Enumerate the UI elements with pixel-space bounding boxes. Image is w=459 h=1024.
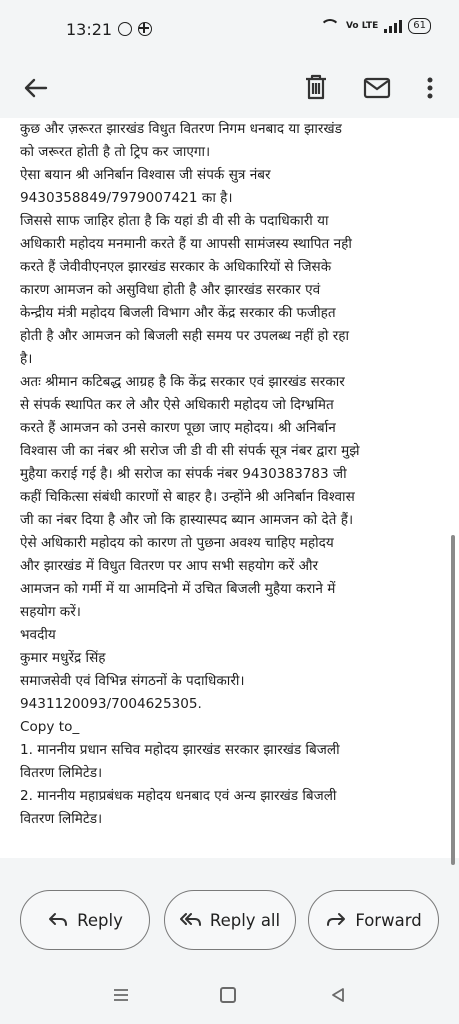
reply-button[interactable] xyxy=(20,890,150,950)
email-toolbar xyxy=(0,60,459,118)
system-back-icon[interactable] xyxy=(330,987,346,1003)
more-options-icon[interactable] xyxy=(420,74,440,102)
body-line: करते हैं जेवीवीएनएल झारखंड सरकार के अधिकारियों से जिसके xyxy=(20,259,332,275)
body-line: 9430358849/7979007421 का है। xyxy=(20,190,233,206)
body-line: भवदीय xyxy=(20,627,56,643)
body-line: करते हैं आमजन को उनसे कारण पूछा जाए महोदय। श्री अनिर्बान xyxy=(20,420,336,436)
volte-indicator: Vo LTE xyxy=(345,20,379,31)
status-time: 13:21 xyxy=(66,20,113,39)
body-line: कुमार मधुरेंद्र सिंह xyxy=(20,650,106,666)
body-line: 9431120093/7004625305. xyxy=(20,696,202,712)
delete-icon[interactable] xyxy=(302,72,330,102)
body-line: ऐसा बयान श्री अनिर्बान विश्वास जी संपर्क सुत्र नंबर xyxy=(20,167,271,183)
body-line: अतः श्रीमान कटिबद्ध आग्रह है कि केंद्र सरकार एवं झारखंड सरकार xyxy=(20,374,345,390)
body-line: कुछ और ज़रूरत झारखंड विधुत वितरण निगम धनबाद या झारखंड xyxy=(20,121,342,137)
reply-icon xyxy=(47,911,69,929)
reply-label: Reply xyxy=(77,910,123,930)
forward-button[interactable] xyxy=(308,890,439,950)
body-line: केन्द्रीय मंत्री महोदय बिजली विभाग और केंद्र सरकार की फजीहत xyxy=(20,305,336,321)
body-line: 2. माननीय महाप्रबंधक महोदय धनबाद एवं अन्य झारखंड बिजली xyxy=(20,788,337,804)
body-line: को जरूरत होती है तो ट्रिप कर जाएगा। xyxy=(20,144,211,160)
email-body[interactable] xyxy=(0,118,459,858)
battery-indicator: 61 xyxy=(408,18,431,34)
wifi-icon xyxy=(320,19,340,33)
body-line: होती है और आमजन को बिजली सही समय पर उपलब्ध नहीं हो रहा xyxy=(20,328,350,344)
reply-all-label: Reply all xyxy=(209,910,281,930)
reply-all-icon xyxy=(180,911,202,929)
system-navigation-bar xyxy=(0,960,459,1024)
body-line: मुहैया कराई गई है। श्री सरोज का संपर्क नंबर 9430383783 जी xyxy=(20,466,347,482)
body-line: कहीं चिकित्सा संबंधी कारणों से बाहर है। उन्होंने श्री अनिर्बान विश्वास xyxy=(20,489,355,505)
reply-all-button[interactable] xyxy=(164,890,296,950)
scrollbar[interactable] xyxy=(451,535,455,865)
body-line: अधिकारी महोदय मनमानी करते हैं या आपसी सामंजस्य स्थापित नही xyxy=(20,236,352,252)
forward-label: Forward xyxy=(355,910,422,930)
status-bar xyxy=(0,0,459,60)
body-line: विश्वास जी का नंबर श्री सरोज जी डी वी सी संपर्क सूत्र नंबर द्वारा मुझे xyxy=(20,443,360,459)
body-line: और झारखंड में विधुत वितरण पर आप सभी सहयोग करें और xyxy=(20,558,319,574)
body-line: ऐसे अधिकारी महोदय को कारण तो पुछना अवश्य चाहिए महोदय xyxy=(20,535,334,551)
notification-app-icon xyxy=(138,22,152,36)
body-line: जी का नंबर दिया है और जो कि हास्यास्पद ब्यान आमजन को देते हैं। xyxy=(20,512,354,528)
body-line: 1. माननीय प्रधान सचिव महोदय झारखंड सरकार झारखंड बिजली xyxy=(20,742,340,758)
body-line: सहयोग करें। xyxy=(20,604,81,620)
body-line: आमजन को गर्मी में या आमदिनो में उचित बिजली मुहैया कराने में xyxy=(20,581,336,597)
signal-icon xyxy=(384,19,402,33)
home-icon[interactable] xyxy=(220,987,236,1003)
email-actions xyxy=(0,890,459,952)
body-line: वितरण लिमिटेड। xyxy=(20,765,103,781)
recent-apps-icon[interactable] xyxy=(112,988,130,1002)
forward-icon xyxy=(325,911,347,929)
body-line: से संपर्क स्थापित कर ले और ऐसे अधिकारी महोदय जो दिग्भ्रमित xyxy=(20,397,334,413)
body-line: है। xyxy=(20,351,33,367)
back-arrow-icon[interactable] xyxy=(22,74,50,102)
body-line: समाजसेवी एवं विभिन्न संगठनों के पदाधिकारी। xyxy=(20,673,245,689)
status-indicators xyxy=(320,18,431,34)
body-line: जिससे साफ जाहिर होता है कि यहां डी वी सी के पदाधिकारी या xyxy=(20,213,329,229)
mail-icon[interactable] xyxy=(362,74,392,102)
body-line: वितरण लिमिटेड। xyxy=(20,811,103,827)
body-line: कारण आमजन को असुविधा होती है और झारखंड सरकार एवं xyxy=(20,282,321,298)
whatsapp-icon xyxy=(118,22,132,36)
body-line: Copy to_ xyxy=(20,719,80,735)
